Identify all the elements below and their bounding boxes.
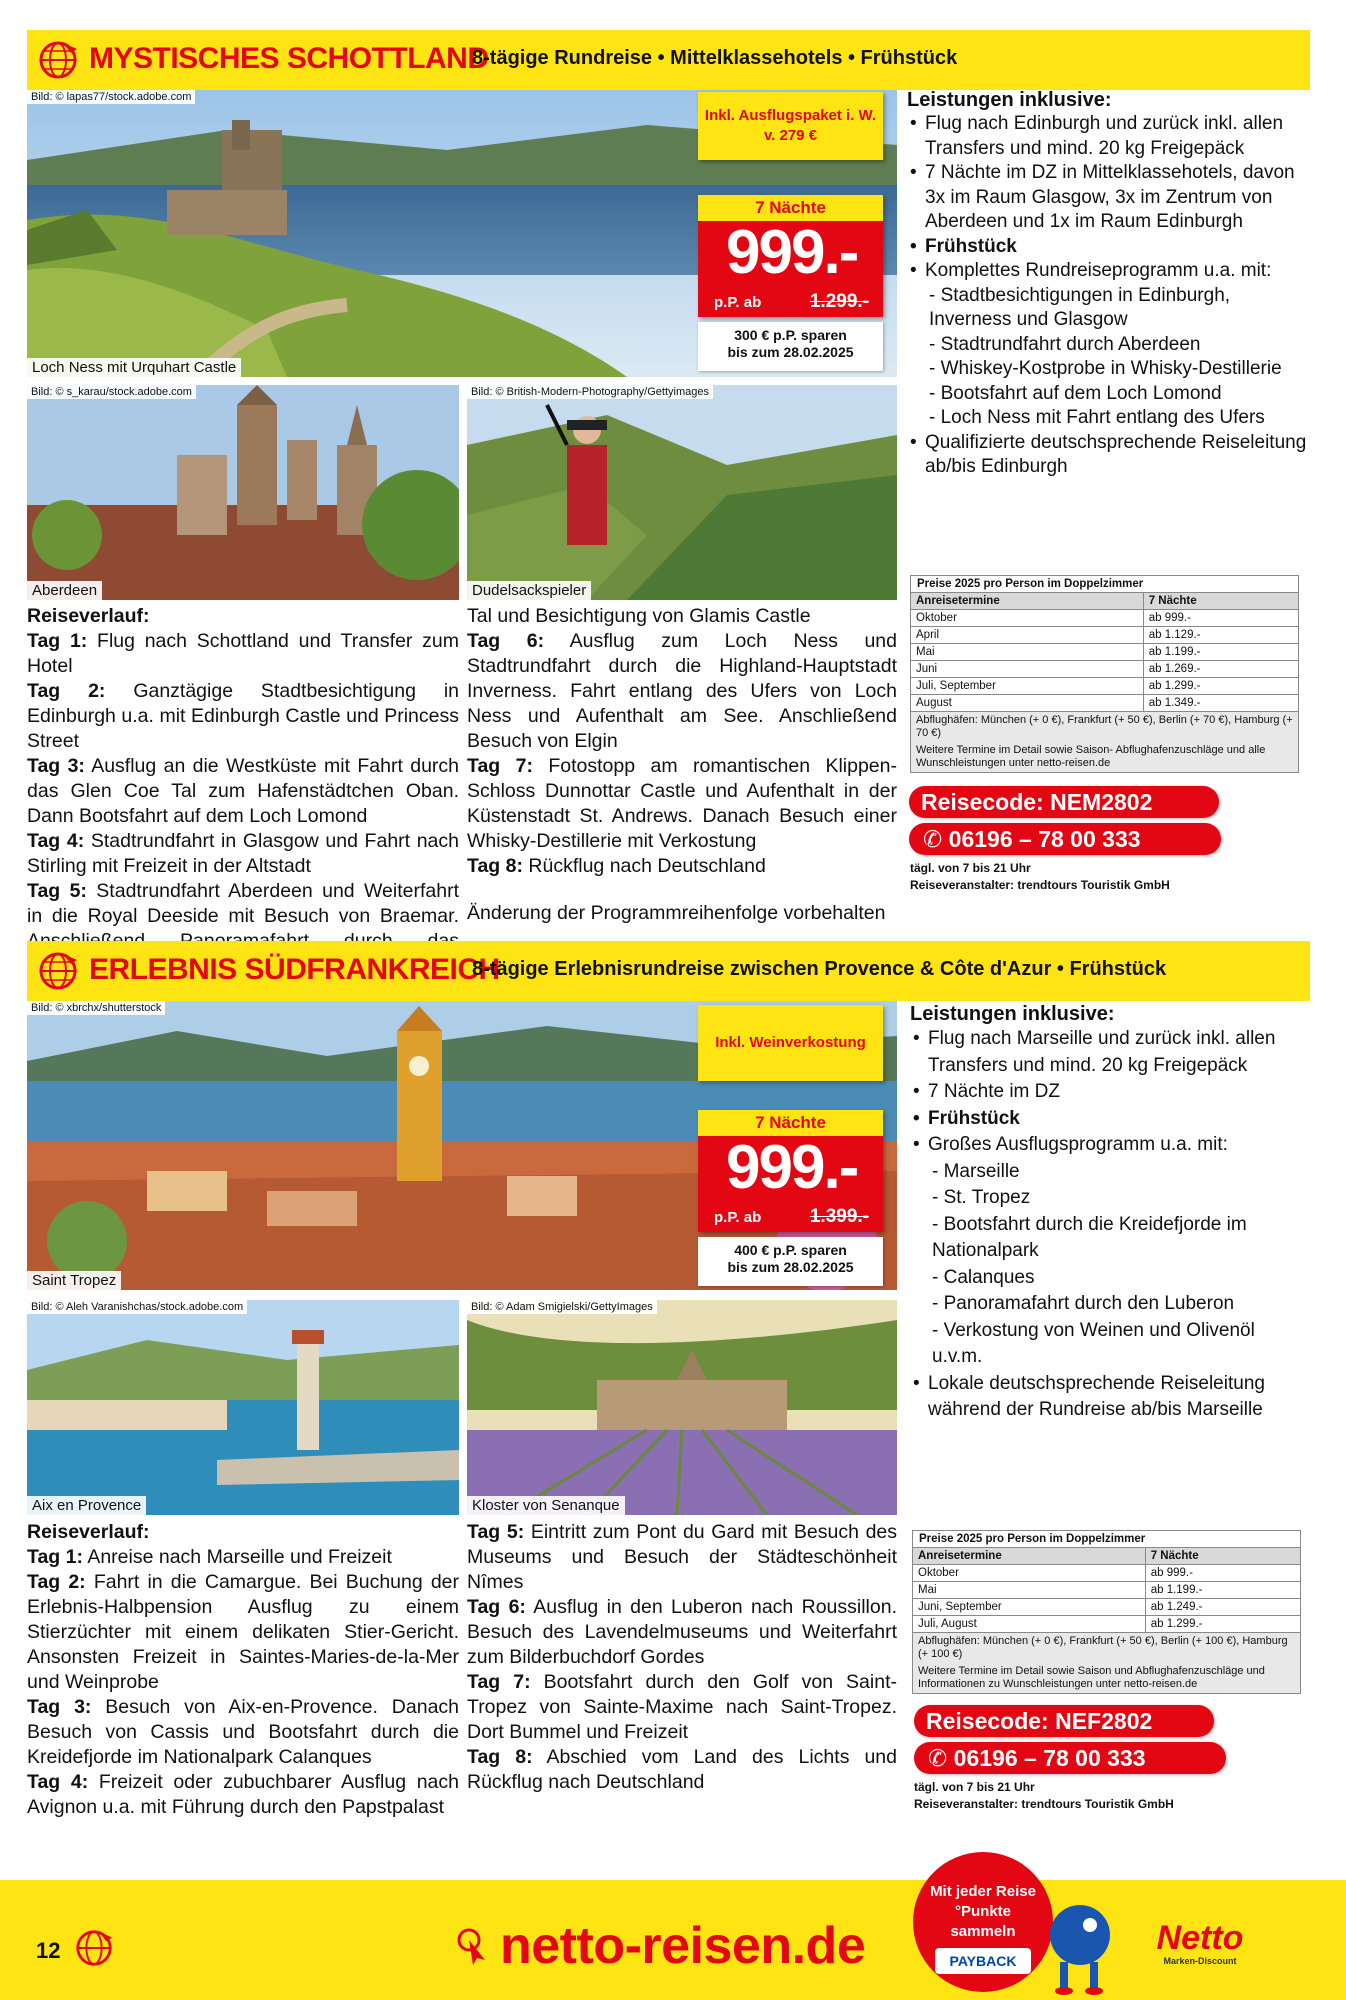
globe-plane-icon [37,950,79,992]
senanque-image [467,1300,897,1515]
table-title: Preise 2025 pro Person im Doppelzimmer [911,576,1298,593]
table-row [913,1599,1300,1616]
itinerary-day [467,1595,897,1670]
row-date: Juni [911,661,1143,678]
service-item: - Panoramafahrt durch den Luberon [932,1293,1235,1314]
services-list [907,112,1312,480]
globe-plane-icon [37,39,79,81]
day-text: Besuch von Aix-en-Provence. Danach Besuch von Cassis und Bootsfahrt durch die Kreidefjorde im Nationalpark Calanques [27,1696,460,1768]
row-date: Juli, August [913,1616,1145,1633]
france-travel-code: Reisecode: NEF2802 [914,1705,1214,1737]
service-item: - Stadtrundfahrt durch Aberdeen [929,333,1201,355]
table-footer-airports: Abflughäfen: München (+ 0 €), Frankfurt (+ 50 €), Berlin (+ 100 €), Hamburg (+ 100 €) [913,1633,1300,1663]
itinerary-title: Reiseverlauf: [27,1521,150,1543]
table-footer-airports: Abflughäfen: München (+ 0 €), Frankfurt (+ 50 €), Berlin (+ 70 €), Hamburg (+ 70 €) [911,712,1298,742]
day-label: Tag 1: [27,630,88,652]
phone-number[interactable]: 06196 – 78 00 333 [948,826,1141,852]
pp-label: p.P. ab [714,1209,762,1226]
services-list [910,1026,1310,1424]
day-text: Freizeit oder zubuchbarer Ausflug nach Avignon u.a. mit Führung durch den Papstpalast [27,1771,459,1818]
service-item: - St. Tropez [932,1187,1031,1208]
day-text: Bootsfahrt durch den Golf von Saint-Tropez von Sainte-Maxime nach Saint-Tropez. Dort Bummel und Freizeit [467,1671,897,1743]
france-subtitle: 8-tägige Erlebnisrundreise zwischen Provence & Côte d'Azur • Frühstück [472,958,1167,980]
globe-plane-icon [74,1928,114,1968]
nights-label: 7 Nächte [698,1110,883,1136]
scotland-services [907,88,1312,480]
col-header-dates: Anreisetermine [911,593,1143,610]
service-item: • Frühstück [907,235,1312,260]
table-row [911,695,1298,712]
service-item: - Loch Ness mit Fahrt entlang des Ufers [929,407,1265,428]
day-label: Tag 8: [467,1746,533,1768]
page-number: 12 [36,1938,61,1963]
scotland-title: MYSTISCHES SCHOTTLAND [89,42,489,75]
save-line-2: bis zum 28.02.2025 [727,344,854,360]
mascot-icon [1045,1900,1115,1995]
day-label: Tag 4: [27,830,85,852]
price-rows [913,1548,1300,1633]
row-date: Juni, September [913,1599,1145,1616]
service-item: • Komplettes Rundreiseprogramm u.a. mit: [907,259,1312,284]
table-row [913,1582,1300,1599]
pp-label: p.P. ab [714,294,762,311]
aberdeen-photo [27,385,459,600]
scotland-save-box [698,322,883,371]
service-item: - Bootsfahrt durch die Kreidefjorde im Nationalpark [932,1213,1247,1261]
itinerary-days [27,1545,459,1820]
day-text: Abschied vom Land des Lichts und Rückflug nach Deutschland [467,1746,898,1793]
scotland-price-table [910,575,1299,773]
photo-caption: Kloster von Senanque [467,1496,625,1515]
price-value: 999.- [726,218,858,287]
service-item: • Frühstück [910,1106,1310,1133]
scotland-itinerary-right [467,604,897,926]
price-rows [911,593,1298,712]
scotland-price-box [698,195,883,317]
day-label: Tag 3: [27,1696,92,1718]
france-hours: tägl. von 7 bis 21 Uhr [914,1780,1035,1794]
day-text: Ausflug an die Westküste mit Fahrt durch das Glen Coe Tal zum Hafenstädtchen Oban. Dann Bootsfahrt auf dem Loch Lomond [27,755,460,827]
row-price: ab 999.- [1143,610,1298,627]
service-item: • Großes Ausflugsprogramm u.a. mit: [910,1132,1310,1159]
itinerary-days [27,629,459,979]
row-date: Mai [913,1582,1145,1599]
row-date: Oktober [911,610,1143,627]
scotland-phone-pill[interactable] [909,823,1221,855]
table-row [911,678,1298,695]
scotland-itinerary-left [27,604,459,979]
itinerary-days [467,1520,897,1795]
france-price-table [912,1530,1301,1694]
service-item: • 7 Nächte im DZ in Mittelklassehotels, davon 3x im Raum Glasgow, 3x im Zentrum von Aberdeen und 1x im Raum Edinburgh [907,161,1312,235]
day-text: Anreise nach Marseille und Freizeit [87,1546,392,1568]
itinerary-title: Reiseverlauf: [27,605,150,627]
bagpiper-image [467,385,897,600]
aix-image [27,1300,459,1515]
itinerary-day [467,1520,897,1595]
service-item: • 7 Nächte im DZ [910,1079,1310,1106]
itinerary-note: Änderung der Programmreihenfolge vorbehalten [467,902,886,924]
row-date: Juli, September [911,678,1143,695]
service-item: - Whiskey-Kostprobe in Whisky-Destillerie [929,358,1282,379]
photo-credit: Bild: © British-Modern-Photography/Gettyimages [467,385,713,399]
itinerary-day [467,1670,897,1745]
brand-sub: Marken-Discount [1163,1956,1237,1966]
services-title: Leistungen inklusive: [910,1003,1115,1025]
scotland-hours: tägl. von 7 bis 21 Uhr [910,861,1031,875]
itinerary-days [467,629,897,879]
france-save-box [698,1237,883,1286]
itinerary-day [27,1695,459,1770]
day-label: Tag 5: [467,1521,525,1543]
photo-credit: Bild: © Adam Smigielski/GettyImages [467,1300,657,1314]
table-row [911,610,1298,627]
itinerary-day [467,1745,897,1795]
row-price: ab 1.299.- [1143,678,1298,695]
day-text: Rückflug nach Deutschland [528,855,766,877]
day-text: Ganztägige Stadtbesichtigung in Edinburgh u.a. mit Edinburgh Castle und Princess Street [27,680,459,752]
day-text: Stadtrundfahrt Aberdeen und Weiterfahrt in die Royal Deeside mit Besuch von Braemar. [27,880,459,927]
old-price: 1.399.- [809,1206,869,1227]
scotland-banner [27,30,1310,90]
photo-credit: Bild: © lapas77/stock.adobe.com [27,90,195,104]
service-item: • Flug nach Marseille und zurück inkl. allen Transfers und mind. 20 kg Freigepäck [910,1026,1310,1079]
itinerary-day [27,1770,459,1820]
photo-credit: Bild: © Aleh Varanishchas/stock.adobe.com [27,1300,247,1314]
row-price: ab 1.299.- [1145,1616,1300,1633]
service-item: • Lokale deutschsprechende Reiseleitung während der Rundreise ab/bis Marseille [910,1371,1310,1424]
col-header-dates: Anreisetermine [913,1548,1145,1565]
row-price: ab 999.- [1145,1565,1300,1582]
phone-number[interactable]: 06196 – 78 00 333 [953,1745,1146,1771]
service-item: - Calanques [932,1266,1035,1288]
day-text: Ausflug zum Loch Ness und Stadtrundfahrt durch die Highland-Hauptstadt Inverness. Fahrt entlang des Ufers von Loch Ness und Aufenthalt am See. Anschließend Besuch von Elgin [467,630,897,752]
nights-label: 7 Nächte [698,195,883,221]
photo-credit: Bild: © s_karau/stock.adobe.com [27,385,196,399]
col-header-nights: 7 Nächte [1143,593,1298,610]
row-date: August [911,695,1143,712]
phone-icon: ✆ [923,826,949,852]
scotland-travel-code: Reisecode: NEM2802 [909,786,1219,818]
footer-url[interactable]: netto-reisen.de [500,1917,866,1975]
itinerary-day [467,629,897,754]
netto-logo [1150,1920,1250,1966]
france-itinerary-right [467,1520,897,1795]
day-text: Ausflug in den Luberon nach Roussillon. Besuch des Lavendelmuseums und Weiterfahrt zum Bilderbuchdorf Gordes [467,1596,897,1668]
itinerary-day [27,829,459,879]
france-title: ERLEBNIS SÜDFRANKREICH [89,953,500,986]
france-services [910,1002,1310,1424]
table-row [911,661,1298,678]
day-label: Tag 8: [467,855,523,877]
photo-caption: Dudelsackspieler [467,581,591,600]
table-footer-info: Weitere Termine im Detail sowie Saison und Abflughafenzuschläge und Informationen zu Wunschleistungen unter netto-reisen.de [913,1663,1300,1693]
service-item: - Stadtbesichtigungen in Edinburgh, Inverness und Glasgow [929,284,1231,330]
day-label: Tag 2: [27,680,106,702]
row-price: ab 1.129.- [1143,627,1298,644]
save-line-1: 400 € p.P. sparen [734,1242,847,1258]
france-operator: Reiseveranstalter: trendtours Touristik GmbH [914,1797,1174,1811]
price-value: 999.- [726,1133,858,1202]
service-item: - Bootsfahrt auf dem Loch Lomond [929,382,1222,404]
france-itinerary-left [27,1520,459,1820]
photo-caption: Aix en Provence [27,1496,146,1515]
service-item: • Flug nach Edinburgh und zurück inkl. allen Transfers und mind. 20 kg Freigepäck [907,112,1312,161]
photo-caption: Loch Ness mit Urquhart Castle [27,358,241,377]
save-line-2: bis zum 28.02.2025 [727,1259,854,1275]
row-price: ab 1.269.- [1143,661,1298,678]
bagpiper-photo [467,385,897,600]
row-price: ab 1.199.- [1145,1582,1300,1599]
france-banner [27,941,1310,1001]
row-price: ab 1.349.- [1143,695,1298,712]
table-footer-info: Weitere Termine im Detail sowie Saison- Abflughafenzuschläge und alle Wunschleistungen unter netto-reisen.de [911,742,1298,772]
service-item: • Qualifizierte deutschsprechende Reiseleitung ab/bis Edinburgh [907,431,1312,480]
photo-caption: Saint Tropez [27,1271,121,1290]
france-package-tag: Inkl. Weinverkostung [698,1005,883,1081]
day-label: Tag 4: [27,1771,89,1793]
day-label: Tag 3: [27,755,85,777]
row-date: Mai [911,644,1143,661]
day-text: Flug nach Schottland und Transfer zum Hotel [27,630,459,677]
day-text: Fotostopp am romantischen Klippen-Schloss Dunnottar Castle und Aufenthalt in der Küstenstadt St. Andrews. Danach Besuch einer Whisky-Destillerie mit Verkostung [467,755,897,852]
itinerary-day [467,754,897,854]
col-header-nights: 7 Nächte [1145,1548,1300,1565]
row-price: ab 1.199.- [1143,644,1298,661]
table-row [913,1616,1300,1633]
day-text: Eintritt zum Pont du Gard mit Besuch des Museums und Besuch der Städteschönheit Nîmes [467,1521,898,1593]
france-price-box [698,1110,883,1232]
cursor-click-icon [455,1926,491,1966]
brand-name: Netto [1156,1919,1244,1957]
scotland-package-tag: Inkl. Ausflugspaket i. W. v. 279 € [698,92,883,160]
day-label: Tag 1: [27,1546,83,1568]
itinerary-intro: Tal und Besichtigung von Glamis Castle [467,605,811,627]
scotland-operator: Reiseveranstalter: trendtours Touristik GmbH [910,878,1170,892]
day-label: Tag 6: [467,1596,526,1618]
service-item: - Marseille [932,1160,1020,1182]
itinerary-day [27,679,459,754]
day-text: Fahrt in die Camargue. Bei Buchung der Erlebnis-Halbpension Ausflug zu einem Stierzüchter mit einem delikaten Stier-Gericht. Ansonsten Freizeit in Saintes-Maries-de-la-Mer und Weinprobe [27,1571,460,1693]
day-label: Tag 7: [467,755,533,777]
table-title: Preise 2025 pro Person im Doppelzimmer [913,1531,1300,1548]
aix-photo [27,1300,459,1515]
aberdeen-image [27,385,459,600]
services-title: Leistungen inklusive: [907,89,1112,111]
badge-text: Mit jeder Reise °Punkte sammeln [930,1883,1036,1940]
row-date: April [911,627,1143,644]
photo-credit: Bild: © xbrchx/shutterstock [27,1001,165,1015]
old-price: 1.299.- [809,291,869,312]
itinerary-day [27,754,459,829]
save-line-1: 300 € p.P. sparen [734,327,847,343]
day-label: Tag 2: [27,1571,86,1593]
row-price: ab 1.249.- [1145,1599,1300,1616]
payback-logo: PAYBACK [935,1948,1031,1974]
footer [0,1880,1346,2000]
itinerary-day [27,1545,459,1570]
payback-badge [913,1852,1053,1992]
day-label: Tag 6: [467,630,545,652]
day-text: Stadtrundfahrt in Glasgow und Fahrt nach Stirling mit Freizeit in der Altstadt [27,830,459,877]
france-phone-pill[interactable] [914,1742,1226,1774]
day-label: Tag 7: [467,1671,531,1693]
itinerary-day [27,1570,459,1695]
scotland-subtitle: 8-tägige Rundreise • Mittelklassehotels • Frühstück [472,47,958,69]
photo-caption: Aberdeen [27,581,102,600]
phone-icon: ✆ [928,1745,954,1771]
table-row [911,627,1298,644]
row-date: Oktober [913,1565,1145,1582]
itinerary-day [467,854,897,879]
service-item: - Verkostung von Weinen und Olivenöl u.v.m. [932,1319,1255,1367]
senanque-photo [467,1300,897,1515]
itinerary-day [27,629,459,679]
day-label: Tag 5: [27,880,87,902]
table-row [913,1565,1300,1582]
table-row [911,644,1298,661]
